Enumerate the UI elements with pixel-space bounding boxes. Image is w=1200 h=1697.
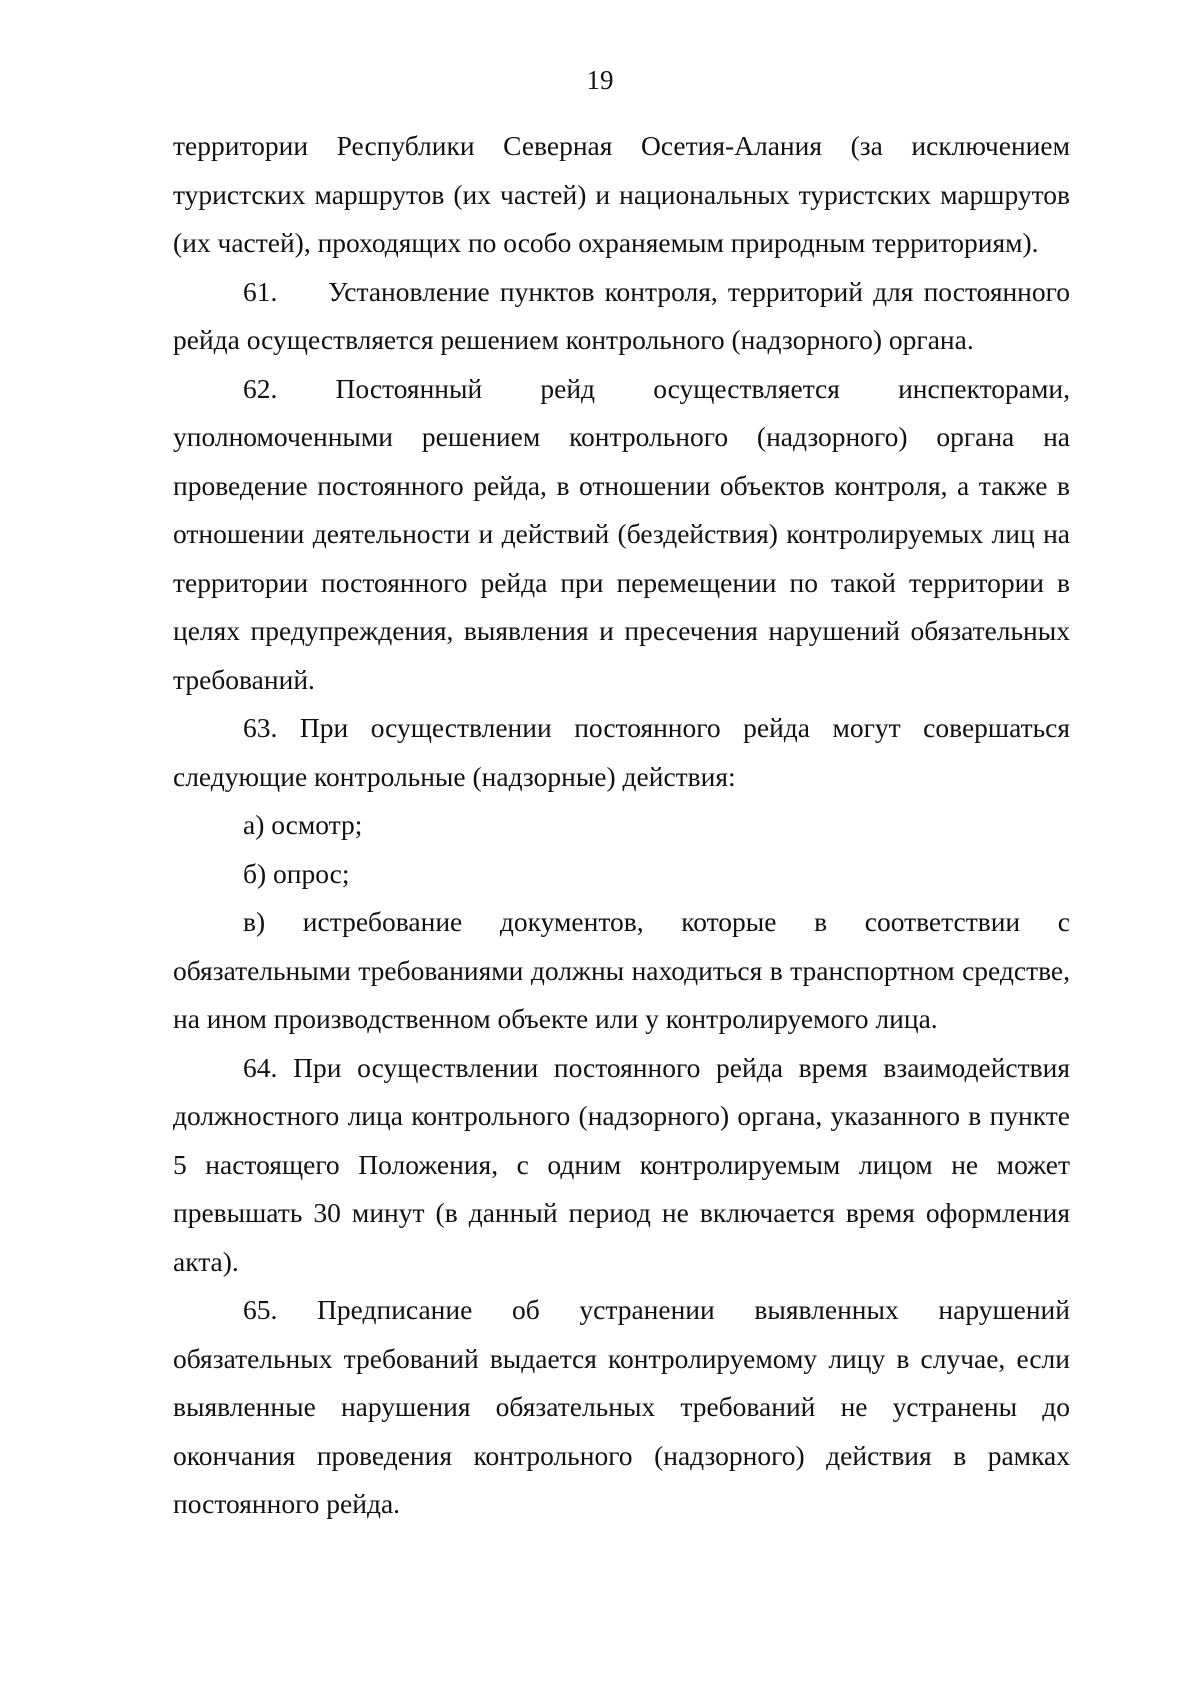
paragraph-continuation: территории Республики Северная Осетия-Алания (за исключением туристских маршрутов (их частей) и национальных туристских маршрутов (их частей), проходящих по особо охраняемым природным территориям). bbox=[173, 130, 1070, 258]
document-body bbox=[173, 122, 1070, 1529]
list-item-a: а) осмотр; bbox=[243, 809, 363, 840]
paragraph-64: 64. При осуществлении постоянного рейда время взаимодействия должностного лица контрольного (надзорного) органа, указанного в пункте 5 настоящего Положения, с одним контролируемым лицом не может превышать 30 минут (в данный период не включается время оформления акта). bbox=[173, 1051, 1070, 1277]
paragraph-62: 62. Постоянный рейд осуществляется инспекторами, уполномоченными решением контрольного (надзорного) органа на проведение постоянного рейда, в отношении объектов контроля, а также в отношении деятельности и действий (бездействия) контролируемых лиц на территории постоянного рейда при перемещении по такой территории в целях предупреждения, выявления и пресечения нарушений обязательных требований. bbox=[173, 372, 1070, 695]
paragraph-61: 61. Установление пунктов контроля, территорий для постоянного рейда осуществляется решением контрольного (надзорного) органа. bbox=[173, 275, 1070, 355]
list-item-v: в) истребование документов, которые в соответствии с обязательными требованиями должны находиться в транспортном средстве, на ином производственном объекте или у контролируемого лица. bbox=[173, 906, 1070, 1034]
list-item-b: б) опрос; bbox=[243, 857, 350, 889]
page-number: 19 bbox=[586, 65, 614, 95]
paragraph-65: 65. Предписание об устранении выявленных нарушений обязательных требований выдается контролируемому лицу в случае, если выявленные нарушения обязательных требований не устранены до окончания проведения контрольного (надзорного) действия в рамках постоянного рейда. bbox=[173, 1294, 1070, 1519]
paragraph-63: 63. При осуществлении постоянного рейда могут совершаться следующие контрольные (надзорные) действия: bbox=[173, 712, 1070, 792]
